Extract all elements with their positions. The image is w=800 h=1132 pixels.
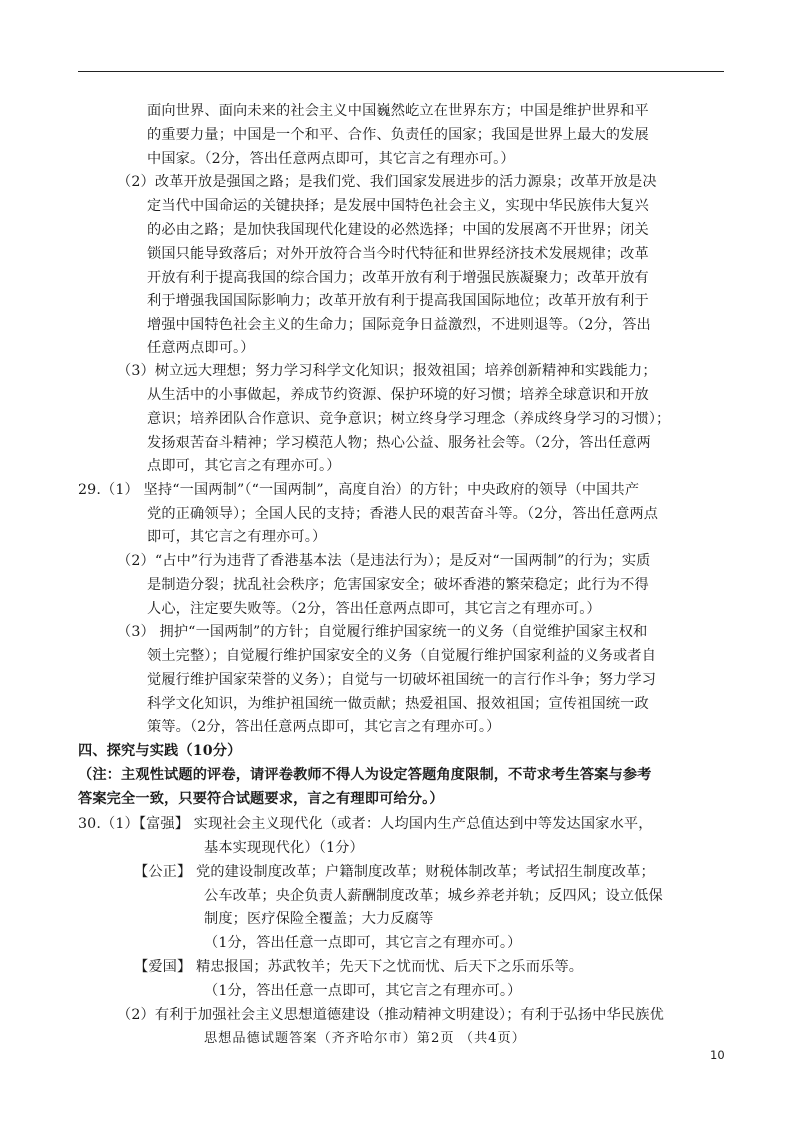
text-line: 30.（1）【富强】 实现社会主义现代化（或者：人均国内生产总值达到中等发达国家水平， <box>78 816 653 832</box>
text-line: 利于增强我国国际影响力；改革开放有利于提高我国国际地位；改革开放有利于 <box>147 293 649 309</box>
text-line: 点即可，其它言之有理亦可。） <box>147 458 341 474</box>
text-line: （2）改革开放是强国之路；是我们党、我们国家发展进步的活力源泉；改革开放是决 <box>117 174 657 190</box>
text-line: （3） 拥护“一国两制”的方针；自觉履行维护国家统一的义务（自觉维护国家主权和 <box>117 624 648 640</box>
text-line: 从生活中的小事做起，养成节约资源、保护环境的好习惯；培养全球意识和开放 <box>147 387 649 403</box>
text-line: 公车改革；央企负责人薪酬制度改革；城乡养老并轨；反四风；设立低保 <box>204 888 663 904</box>
text-line: 党的正确领导）；全国人民的支持；香港人民的艰苦奋斗等。（2分，答出任意两点 <box>147 506 659 522</box>
header-rule <box>78 71 724 72</box>
text-line: 中国家。（2分，答出任意两点即可，其它言之有理亦可。） <box>147 151 515 167</box>
text-line: 定当代中国命运的关键抉择；是发展中国特色社会主义，实现中华民族伟大复兴 <box>147 198 649 214</box>
text-line: 即可，其它言之有理亦可。） <box>147 529 327 545</box>
text-line: 增强中国特色社会主义的生命力；国际竞争日益激烈，不进则退等。（2分，答出 <box>147 317 651 333</box>
text-line: 策等。（2分，答出任意两点即可，其它言之有理亦可。） <box>147 719 501 735</box>
text-line: 开放有利于提高我国的综合国力；改革开放有利于增强民族凝聚力；改革开放有 <box>147 270 649 286</box>
text-line: 【爱国】 精忠报国；苏武牧羊；先天下之忧而忧、后天下之乐而乐等。 <box>134 959 584 975</box>
text-line: 制度；医疗保险全覆盖；大力反腐等 <box>204 911 434 927</box>
grading-note: （注：主观性试题的评卷，请评卷教师不得人为设定答题角度限制，不苛求考生答案与参考 <box>78 767 652 783</box>
text-line: 领土完整）；自觉履行维护国家安全的义务（自觉履行维护国家利益的义务或者自 <box>147 648 657 664</box>
text-line: 科学文化知识，为维护祖国统一做贡献；热爱祖国、报效祖国；宣传祖国统一政 <box>147 696 649 712</box>
text-line: （1分，答出任意一点即可，其它言之有理亦可。） <box>204 935 522 951</box>
text-line: 面向世界、面向未来的社会主义中国巍然屹立在世界东方；中国是维护世界和平 <box>147 103 649 119</box>
text-line: 的必由之路；是加快我国现代化建设的必然选择；中国的发展离不开世界；闭关 <box>147 222 649 238</box>
text-line: 意识；培养团队合作意识、竞争意识；树立终身学习理念（养成终身学习的习惯）； <box>147 411 671 427</box>
text-line: 人心，注定要失败等。（2分，答出任意两点即可，其它言之有理亦可。） <box>147 601 601 617</box>
text-line: 是制造分裂；扰乱社会秩序；危害国家安全；破坏香港的繁荣稳定；此行为不得 <box>147 577 649 593</box>
text-line: 发扬艰苦奋斗精神；学习模范人物；热心公益、服务社会等。（2分，答出任意两 <box>147 435 651 451</box>
page-number: 10 <box>710 1048 725 1062</box>
text-line: 的重要力量；中国是一个和平、合作、负责任的国家；我国是世界上最大的发展 <box>147 127 649 143</box>
text-line: （3）树立远大理想；努力学习科学文化知识；报效祖国；培养创新精神和实践能力； <box>117 363 657 379</box>
text-line: 【公正】 党的建设制度改革；户籍制度改革；财税体制改革；考试招生制度改革； <box>134 864 655 880</box>
text-line: 基本实现现代化）（1分） <box>204 840 364 856</box>
text-line: 29.（1） 坚持“一国两制”（“一国两制”，高度自治）的方针；中央政府的领导（中国共产 <box>78 482 640 498</box>
text-line: （2）有利于加强社会主义思想道德建设（推动精神文明建设）；有利于弘扬中华民族优 <box>117 1007 664 1023</box>
text-line: （2）“占中”行为违背了香港基本法（是违法行为）；是反对“一国两制”的行为；实质 <box>117 553 651 569</box>
text-line: （1分，答出任意一点即可，其它言之有理亦可。） <box>204 983 522 999</box>
section-heading: 四、探究与实践（10分） <box>78 743 242 759</box>
text-line: 觉履行维护国家荣誉的义务）；自觉与一切破坏祖国统一的言行作斗争；努力学习 <box>147 672 657 688</box>
page-footer: 思想品德试题答案（齐齐哈尔市）第2页 （共4页） <box>204 1031 526 1046</box>
text-line: 锁国只能导致落后；对外开放符合当今时代特征和世界经济技术发展规律；改革 <box>147 246 649 262</box>
grading-note: 答案完全一致，只要符合试题要求，言之有理即可给分。） <box>78 791 444 807</box>
text-line: 任意两点即可。） <box>147 340 255 356</box>
